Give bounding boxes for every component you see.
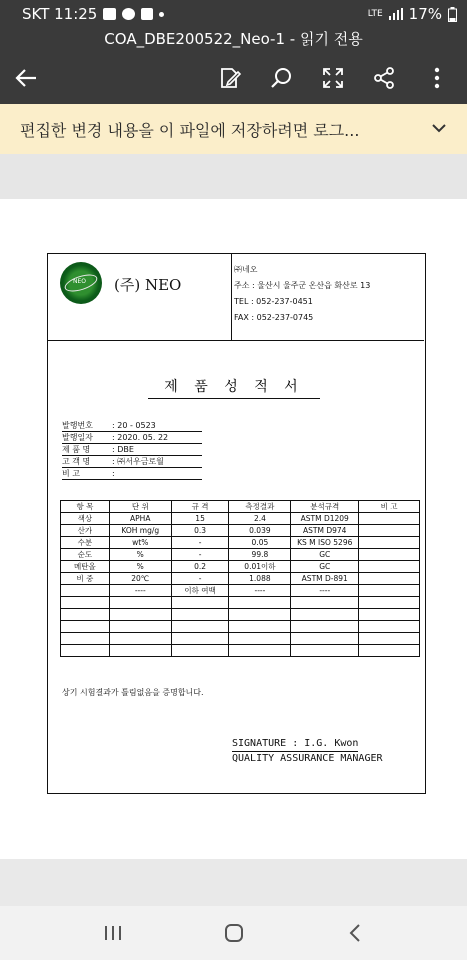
table-cell: GC	[291, 549, 359, 561]
issue-info	[62, 420, 202, 480]
back-chevron-icon	[347, 923, 363, 943]
table-cell: 0.05	[229, 537, 291, 549]
info-row: 제 품 명 : DBE	[62, 444, 202, 456]
signature-line: SIGNATURE : I.G. Kwon	[232, 737, 358, 752]
company-fax: FAX : 052-237-0745	[234, 313, 314, 322]
table-cell: wt%	[109, 537, 171, 549]
table-row	[61, 513, 420, 525]
table-cell	[359, 513, 420, 525]
table-cell: 1.088	[229, 573, 291, 585]
table-cell	[171, 645, 229, 657]
back-arrow-icon	[14, 68, 38, 88]
table-cell	[291, 633, 359, 645]
table-cell	[229, 633, 291, 645]
info-row: 고 객 명 : ㈜서우금로월	[62, 456, 202, 468]
certificate-title: 제 품 성 적 서	[148, 376, 320, 399]
company-logo: NEO	[60, 262, 102, 304]
table-cell: ----	[109, 585, 171, 597]
table-cell	[61, 585, 110, 597]
table-row	[61, 609, 420, 621]
table-cell: 색상	[61, 513, 110, 525]
search-button[interactable]	[267, 64, 295, 92]
table-cell: 20℃	[109, 573, 171, 585]
table-cell: %	[109, 561, 171, 573]
info-row: 발행일자 : 2020. 05. 22	[62, 432, 202, 444]
battery-percent: 17%	[408, 5, 442, 23]
table-cell	[359, 597, 420, 609]
table-cell: KS M ISO 5296	[291, 537, 359, 549]
fullscreen-button[interactable]	[319, 64, 347, 92]
table-row	[61, 561, 420, 573]
table-cell	[109, 609, 171, 621]
table-cell: 15	[171, 513, 229, 525]
table-cell: ----	[229, 585, 291, 597]
header-cell: 항 목	[61, 501, 110, 513]
table-cell	[109, 621, 171, 633]
search-icon	[269, 66, 293, 90]
table-cell	[229, 597, 291, 609]
table-cell	[171, 633, 229, 645]
header-cell: 분석규격	[291, 501, 359, 513]
table-cell: 메탄올	[61, 561, 110, 573]
company-name: (주) NEO	[114, 276, 182, 294]
table-cell	[171, 609, 229, 621]
company-contact	[234, 262, 370, 326]
header-cell: 규 격	[171, 501, 229, 513]
table-cell: 0.039	[229, 525, 291, 537]
table-cell	[359, 537, 420, 549]
table-row	[61, 549, 420, 561]
company-address: 주소 : 울산시 울주군 온산읍 화산로 13	[234, 281, 371, 290]
signature-title: QUALITY ASSURANCE MANAGER	[232, 753, 383, 764]
table-cell	[359, 621, 420, 633]
edit-button[interactable]	[216, 64, 244, 92]
table-cell	[359, 549, 420, 561]
table-cell: 순도	[61, 549, 110, 561]
home-button[interactable]	[220, 920, 248, 946]
table-cell: GC	[291, 561, 359, 573]
table-cell	[359, 585, 420, 597]
table-cell	[229, 609, 291, 621]
table-cell	[109, 633, 171, 645]
banner-text: 편집한 변경 내용을 이 파일에 저장하려면 로그...	[20, 120, 360, 140]
table-cell	[109, 645, 171, 657]
table-cell: %	[109, 549, 171, 561]
back-nav-button[interactable]	[341, 920, 369, 946]
document-header	[48, 254, 424, 341]
table-cell: -	[171, 537, 229, 549]
document-title: COA_DBE200522_Neo-1 - 읽기 전용	[0, 28, 467, 52]
save-login-banner[interactable]	[0, 104, 467, 154]
message-icon	[122, 8, 135, 20]
table-cell: 0.3	[171, 525, 229, 537]
status-bar	[0, 0, 467, 28]
recent-apps-icon	[103, 924, 123, 942]
table-row	[61, 645, 420, 657]
document-page[interactable]	[0, 199, 467, 859]
lte-indicator: LTE	[367, 8, 383, 19]
company-short-name: ㈜네오	[234, 265, 258, 274]
gallery-icon	[103, 8, 116, 20]
more-vertical-icon	[433, 67, 441, 89]
table-row	[61, 537, 420, 549]
table-row	[61, 585, 420, 597]
table-cell: 99.8	[229, 549, 291, 561]
recent-apps-button[interactable]	[99, 920, 127, 946]
table-cell	[359, 573, 420, 585]
header-cell: 단 위	[109, 501, 171, 513]
info-row: 비 고 :	[62, 468, 202, 480]
table-cell	[61, 621, 110, 633]
table-cell	[291, 597, 359, 609]
notification-icon	[141, 8, 153, 20]
company-block	[48, 254, 232, 341]
carrier-time: SKT 11:25	[22, 5, 98, 23]
toolbar	[0, 52, 467, 104]
table-cell: 이하 여백	[171, 585, 229, 597]
table-cell	[171, 597, 229, 609]
table-cell: 비 중	[61, 573, 110, 585]
table-cell	[61, 633, 110, 645]
table-header-row	[61, 501, 420, 513]
table-cell	[171, 621, 229, 633]
signature-block	[232, 737, 383, 766]
back-button[interactable]	[12, 64, 40, 92]
certificate-document	[47, 253, 426, 794]
table-cell: ASTM D-891	[291, 573, 359, 585]
certification-statement: 상기 시험결과가 틀림없음을 증명합니다.	[62, 688, 204, 697]
share-button[interactable]	[370, 64, 398, 92]
table-cell: KOH mg/g	[109, 525, 171, 537]
table-cell	[359, 633, 420, 645]
signal-icon	[389, 8, 403, 20]
table-row	[61, 573, 420, 585]
table-row	[61, 525, 420, 537]
table-cell	[359, 609, 420, 621]
chevron-down-icon[interactable]	[431, 120, 447, 136]
table-cell: ASTM D1209	[291, 513, 359, 525]
table-cell: 2.4	[229, 513, 291, 525]
table-cell: 수분	[61, 537, 110, 549]
table-cell	[291, 609, 359, 621]
test-results-table	[60, 500, 420, 657]
info-row: 발행번호 : 20 - 0523	[62, 420, 202, 432]
table-cell: ASTM D974	[291, 525, 359, 537]
battery-icon	[448, 7, 457, 22]
table-cell	[61, 645, 110, 657]
header-cell: 비 고	[359, 501, 420, 513]
table-cell	[291, 621, 359, 633]
table-row	[61, 597, 420, 609]
edit-icon	[218, 66, 242, 90]
table-cell	[109, 597, 171, 609]
navigation-bar	[0, 906, 467, 960]
table-cell: APHA	[109, 513, 171, 525]
header-cell: 측정결과	[229, 501, 291, 513]
table-cell	[229, 621, 291, 633]
table-cell	[359, 561, 420, 573]
table-cell: ----	[291, 585, 359, 597]
table-cell	[61, 609, 110, 621]
table-cell: -	[171, 573, 229, 585]
table-cell	[291, 645, 359, 657]
more-options-button[interactable]	[423, 64, 451, 92]
table-cell	[359, 645, 420, 657]
table-row	[61, 621, 420, 633]
home-icon	[223, 923, 245, 943]
page-bottom-gap	[0, 859, 467, 906]
table-cell	[359, 525, 420, 537]
table-cell: 0.01이하	[229, 561, 291, 573]
company-tel: TEL : 052-237-0451	[234, 297, 313, 306]
table-row	[61, 633, 420, 645]
fullscreen-icon	[321, 66, 345, 90]
share-icon	[372, 66, 396, 90]
table-cell: -	[171, 549, 229, 561]
table-cell: 0.2	[171, 561, 229, 573]
table-cell: 산가	[61, 525, 110, 537]
page-top-gap	[0, 154, 467, 199]
table-cell	[229, 645, 291, 657]
more-notifications-icon	[159, 12, 164, 17]
table-cell	[61, 597, 110, 609]
